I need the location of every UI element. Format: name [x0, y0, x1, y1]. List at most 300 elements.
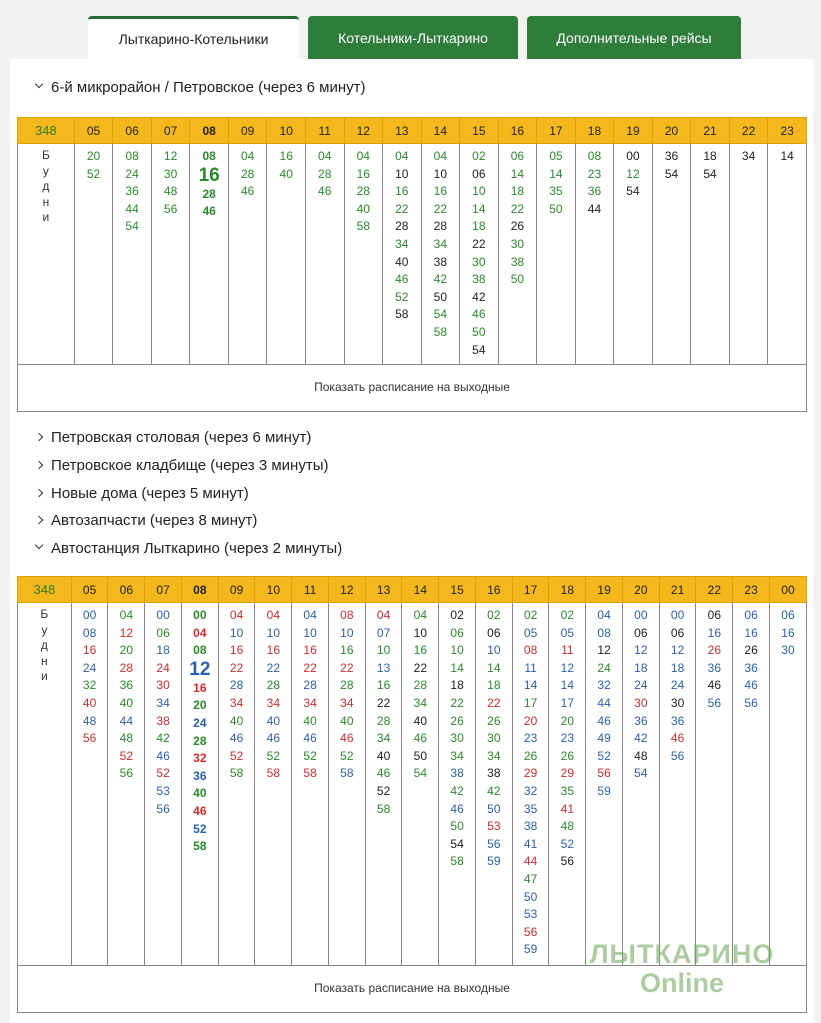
departure-minute: 38	[487, 766, 501, 781]
hour-header: 19	[586, 577, 623, 603]
departure-minute: 12	[597, 643, 611, 658]
chevron-right-icon	[36, 432, 48, 444]
departure-minute: 12	[626, 166, 640, 181]
show-weekend-link[interactable]: Показать расписание на выходные	[18, 365, 807, 412]
departure-minute: 22	[510, 201, 525, 216]
tab-extra-trips[interactable]: Дополнительные рейсы	[527, 16, 741, 60]
tab-kotelniki-lytkarino[interactable]: Котельники-Лыткарино	[308, 16, 518, 60]
departure-minute: 20	[523, 713, 538, 728]
departure-minute: 40	[395, 254, 409, 269]
departure-minute: 16	[744, 625, 758, 640]
hour-column	[292, 603, 329, 966]
hour-column	[475, 603, 512, 966]
hour-column	[151, 144, 190, 365]
departure-minute: 42	[472, 289, 486, 304]
route-number: 348	[18, 118, 75, 144]
departure-minute: 02	[472, 149, 486, 163]
departure-minute: 23	[587, 166, 602, 181]
departure-minute: 46	[413, 731, 427, 746]
departure-minute: 26	[523, 748, 538, 763]
departure-minute: 53	[487, 819, 501, 834]
departure-minute: 46	[193, 803, 207, 818]
departure-minute: 56	[670, 748, 685, 763]
departure-minute: 41	[560, 801, 574, 816]
departure-minute: 56	[597, 766, 611, 781]
chevron-right-icon	[36, 488, 48, 500]
departure-minute: 14	[560, 678, 574, 693]
departure-minute: 50	[433, 289, 447, 304]
departure-minute: 58	[376, 801, 391, 816]
departure-minute: 18	[510, 184, 525, 199]
departure-minute: 24	[156, 660, 170, 675]
stop-avtozapchasti[interactable]	[36, 512, 257, 529]
hour-column	[218, 603, 255, 966]
departure-minute: 24	[82, 660, 97, 675]
schedule-table-2	[17, 576, 807, 1013]
departure-minute: 34	[450, 748, 464, 763]
departure-minute: 38	[450, 766, 464, 781]
stop-label: Автостанция Лыткарино (через 2 минуты)	[51, 540, 343, 557]
departure-minute: 30	[163, 166, 178, 181]
route-number: 348	[18, 577, 72, 603]
departure-minute: 12	[163, 149, 178, 163]
departure-minute: 54	[413, 766, 427, 781]
departure-minute: 16	[340, 643, 354, 658]
departure-minute: 52	[560, 836, 574, 851]
stop-label: Петровская столовая (через 6 минут)	[51, 429, 312, 446]
departure-minute: 46	[202, 204, 216, 219]
hour-column	[659, 603, 696, 966]
departure-minute: 40	[413, 713, 427, 728]
departure-minute: 18	[450, 678, 464, 693]
departure-minute: 22	[450, 695, 464, 710]
hour-column	[460, 144, 499, 365]
departure-minute: 04	[193, 625, 207, 640]
hour-column	[181, 603, 218, 966]
departure-minute: 28	[229, 678, 244, 693]
departure-minute: 04	[433, 149, 447, 163]
departure-minute: 54	[664, 166, 679, 181]
departure-minute: 22	[395, 201, 409, 216]
departure-minute: 22	[303, 660, 317, 675]
departure-minute: 29	[523, 766, 538, 781]
departure-minute: 46	[229, 731, 244, 746]
departure-minute: 28	[240, 166, 255, 181]
departure-minute: 46	[670, 731, 685, 746]
departure-minute: 56	[707, 695, 721, 710]
departure-minute: 56	[744, 695, 758, 710]
departure-minute: 34	[340, 695, 354, 710]
departure-minute: 50	[472, 324, 486, 339]
hour-header: 09	[218, 577, 255, 603]
departure-minute: 56	[119, 766, 133, 781]
departure-minute: 22	[376, 695, 391, 710]
show-weekend-link[interactable]: Показать расписание на выходные	[18, 966, 807, 1013]
departure-minute: 04	[229, 608, 244, 622]
hour-column	[305, 144, 344, 365]
departure-minute: 24	[193, 715, 207, 730]
departure-minute: 56	[560, 854, 574, 869]
departure-minute: 04	[395, 149, 409, 163]
stop-6-mikrorayon[interactable]	[36, 79, 365, 96]
departure-minute: 46	[744, 678, 758, 693]
hour-column	[575, 144, 614, 365]
departure-minute: 05	[523, 625, 538, 640]
departure-minute: 40	[266, 713, 280, 728]
departure-minute: 16	[707, 625, 721, 640]
departure-minute: 22	[266, 660, 280, 675]
departure-minute: 56	[523, 924, 538, 939]
hour-header: 12	[344, 118, 383, 144]
hour-header: 06	[108, 577, 145, 603]
departure-minute: 59	[487, 854, 501, 869]
departure-minute: 52	[340, 748, 354, 763]
departure-minute: 10	[376, 643, 391, 658]
stop-petrovskaya-stolovaya[interactable]	[36, 429, 311, 446]
departure-minute: 56	[156, 801, 170, 816]
departure-minute: 38	[523, 819, 538, 834]
departure-minute: 04	[266, 608, 280, 622]
departure-minute: 35	[549, 184, 563, 199]
departure-minute: 34	[741, 149, 756, 163]
departure-minute: 54	[703, 166, 717, 181]
departure-minute: 54	[634, 766, 648, 781]
departure-minute: 16	[376, 678, 391, 693]
departure-minute: 05	[549, 149, 563, 163]
departure-minute: 04	[318, 149, 332, 163]
departure-minute: 28	[413, 678, 427, 693]
departure-minute: 54	[450, 836, 464, 851]
departure-minute: 42	[433, 272, 447, 287]
departure-minute: 12	[560, 660, 574, 675]
departure-minute: 36	[634, 713, 648, 728]
departure-minute: 00	[634, 608, 648, 622]
departure-minute: 30	[670, 695, 685, 710]
departure-minute: 34	[376, 731, 391, 746]
hour-header: 22	[729, 118, 768, 144]
departure-minute: 28	[202, 186, 216, 201]
hour-header: 13	[383, 118, 422, 144]
hour-header: 10	[267, 118, 306, 144]
departure-minute: 46	[597, 713, 611, 728]
stop-avtostanciya[interactable]	[36, 540, 342, 557]
departure-minute: 29	[560, 766, 574, 781]
hour-column	[622, 603, 659, 966]
departure-minute: 26	[560, 748, 574, 763]
departure-minute: 38	[433, 254, 447, 269]
departure-minute: 58	[303, 766, 317, 781]
departure-minute: 36	[744, 660, 758, 675]
departure-minute: 14	[510, 166, 525, 181]
departure-minute: 16	[193, 680, 207, 695]
hour-column	[113, 144, 152, 365]
departure-minute: 35	[560, 783, 574, 798]
departure-minute: 08	[82, 625, 97, 640]
departure-minute: 06	[634, 625, 648, 640]
departure-minute: 14	[549, 166, 563, 181]
hour-header: 15	[460, 118, 499, 144]
departure-minute: 34	[229, 695, 244, 710]
departure-minute: 32	[193, 751, 207, 766]
departure-minute: 58	[395, 307, 409, 322]
departure-minute: 16	[356, 166, 370, 181]
departure-minute: 16	[198, 164, 220, 186]
hour-column	[614, 144, 653, 365]
departure-minute: 22	[433, 201, 447, 216]
departure-minute: 36	[707, 660, 721, 675]
departure-minute: 14	[523, 678, 538, 693]
departure-minute: 59	[597, 783, 611, 798]
departure-minute: 36	[587, 184, 602, 199]
departure-minute: 28	[376, 713, 391, 728]
departure-minute: 34	[266, 695, 280, 710]
schedule-table-1	[17, 117, 807, 412]
departure-minute: 34	[433, 236, 447, 251]
departure-minute: 28	[395, 219, 409, 234]
departure-minute: 30	[487, 731, 501, 746]
departure-minute: 34	[487, 748, 501, 763]
departure-minute: 42	[450, 783, 464, 798]
departure-minute: 14	[450, 660, 464, 675]
departure-minute: 35	[523, 801, 538, 816]
departure-minute: 38	[156, 713, 170, 728]
departure-minute: 23	[560, 731, 574, 746]
departure-minute: 52	[86, 166, 101, 181]
departure-minute: 06	[781, 608, 795, 622]
departure-minute: 50	[487, 801, 501, 816]
departure-minute: 10	[395, 166, 409, 181]
hour-header: 22	[696, 577, 733, 603]
departure-minute: 13	[376, 660, 391, 675]
hour-column	[255, 603, 292, 966]
departure-minute: 00	[156, 608, 170, 622]
hour-column	[549, 603, 586, 966]
departure-minute: 14	[472, 201, 486, 216]
departure-minute: 40	[229, 713, 244, 728]
departure-minute: 46	[240, 184, 255, 199]
departure-minute: 32	[82, 678, 97, 693]
departure-minute: 04	[303, 608, 317, 622]
hour-header: 11	[305, 118, 344, 144]
hour-column	[328, 603, 365, 966]
departure-minute: 52	[597, 748, 611, 763]
watermark-line1: ЛЫТКАРИНО	[589, 939, 775, 969]
hour-header: 14	[421, 118, 460, 144]
departure-minute: 38	[510, 254, 525, 269]
departure-minute: 52	[229, 748, 244, 763]
chevron-down-icon	[36, 81, 48, 94]
departure-minute: 30	[510, 236, 525, 251]
departure-minute: 40	[193, 786, 207, 801]
departure-minute: 22	[472, 236, 486, 251]
stop-petrovskoe-kladbische[interactable]	[36, 457, 328, 474]
departure-minute: 14	[487, 660, 501, 675]
hour-header: 08	[190, 118, 229, 144]
departure-minute: 26	[707, 643, 721, 658]
departure-minute: 20	[86, 149, 101, 163]
hour-column	[228, 144, 267, 365]
departure-minute: 23	[523, 731, 538, 746]
departure-minute: 41	[523, 836, 538, 851]
hour-header: 17	[512, 577, 549, 603]
departure-minute: 28	[303, 678, 317, 693]
departure-minute: 58	[450, 854, 464, 869]
departure-minute: 18	[156, 643, 170, 658]
hour-column	[696, 603, 733, 966]
hour-column	[512, 603, 549, 966]
departure-minute: 58	[229, 766, 244, 781]
departure-minute: 17	[560, 695, 574, 710]
departure-minute: 40	[356, 201, 370, 216]
departure-minute: 46	[450, 801, 464, 816]
departure-minute: 47	[523, 871, 538, 886]
departure-minute: 10	[303, 625, 317, 640]
departure-minute: 36	[193, 768, 207, 783]
departure-minute: 06	[450, 625, 464, 640]
departure-minute: 26	[744, 643, 758, 658]
departure-minute: 10	[413, 625, 427, 640]
departure-minute: 16	[229, 643, 244, 658]
hour-header: 17	[537, 118, 576, 144]
hour-header: 18	[549, 577, 586, 603]
departure-minute: 18	[472, 219, 486, 234]
departure-minute: 52	[395, 289, 409, 304]
departure-minute: 30	[472, 254, 486, 269]
hour-header: 06	[113, 118, 152, 144]
stop-label: Автозапчасти (через 8 минут)	[51, 512, 258, 529]
hour-header: 13	[365, 577, 402, 603]
hour-column	[190, 144, 229, 365]
departure-minute: 54	[433, 307, 447, 322]
hour-header: 18	[575, 118, 614, 144]
departure-minute: 44	[125, 201, 139, 216]
departure-minute: 17	[523, 695, 538, 710]
departure-minute: 10	[487, 643, 501, 658]
departure-minute: 36	[125, 184, 139, 199]
departure-minute: 48	[82, 713, 97, 728]
departure-minute: 22	[340, 660, 354, 675]
stop-novye-doma[interactable]	[36, 485, 249, 502]
hour-header: 19	[614, 118, 653, 144]
hour-header: 15	[439, 577, 476, 603]
departure-minute: 08	[193, 643, 207, 658]
departure-minute: 46	[266, 731, 280, 746]
departure-minute: 11	[524, 660, 537, 675]
departure-minute: 06	[707, 608, 721, 622]
hour-header: 20	[622, 577, 659, 603]
tab-lytkarino-kotelniki[interactable]: Лыткарино-Котельники	[88, 16, 299, 60]
departure-minute: 06	[670, 625, 685, 640]
hour-header: 11	[292, 577, 329, 603]
hour-header: 21	[691, 118, 730, 144]
departure-minute: 40	[303, 713, 317, 728]
departure-minute: 52	[303, 748, 317, 763]
departure-minute: 06	[156, 625, 170, 640]
departure-minute: 48	[560, 819, 574, 834]
hour-column	[729, 144, 768, 365]
hour-column	[402, 603, 439, 966]
departure-minute: 32	[523, 783, 538, 798]
departure-minute: 50	[450, 819, 464, 834]
departure-minute: 24	[670, 678, 685, 693]
departure-minute: 49	[597, 731, 611, 746]
hour-header: 16	[498, 118, 537, 144]
departure-minute: 46	[376, 766, 391, 781]
departure-minute: 52	[156, 766, 170, 781]
departure-minute: 24	[634, 678, 648, 693]
stop-label: Новые дома (через 5 минут)	[51, 485, 249, 502]
watermark-line2: Online	[639, 968, 724, 998]
weekday-label: Б у д н и	[18, 603, 72, 966]
hour-column	[145, 603, 182, 966]
hour-column	[421, 144, 460, 365]
departure-minute: 16	[266, 643, 280, 658]
weekday-label: Б у д н и	[18, 144, 75, 365]
departure-minute: 04	[240, 149, 255, 163]
departure-minute: 36	[664, 149, 679, 163]
departure-minute: 04	[356, 149, 370, 163]
departure-minute: 46	[156, 748, 170, 763]
departure-minute: 56	[487, 836, 501, 851]
departure-minute: 06	[510, 149, 525, 163]
hour-column	[768, 144, 807, 365]
departure-minute: 40	[82, 695, 97, 710]
hour-column	[439, 603, 476, 966]
hour-column	[74, 144, 113, 365]
hour-column	[691, 144, 730, 365]
departure-minute: 40	[340, 713, 354, 728]
departure-minute: 04	[119, 608, 133, 622]
departure-minute: 58	[433, 324, 447, 339]
departure-minute: 02	[450, 608, 464, 622]
hour-header: 23	[733, 577, 770, 603]
departure-minute: 50	[510, 272, 525, 287]
hour-header: 16	[475, 577, 512, 603]
departure-minute: 16	[303, 643, 317, 658]
departure-minute: 08	[597, 625, 611, 640]
hour-column	[652, 144, 691, 365]
departure-minute: 02	[523, 608, 538, 622]
departure-minute: 04	[597, 608, 611, 622]
departure-minute: 20	[560, 713, 574, 728]
chevron-down-icon	[36, 542, 48, 555]
stop-label: Петровское кладбище (через 3 минуты)	[51, 457, 329, 474]
departure-minute: 46	[472, 307, 486, 322]
departure-minute: 00	[82, 608, 97, 622]
departure-minute: 18	[703, 149, 717, 163]
hour-header: 09	[228, 118, 267, 144]
hour-column	[344, 144, 383, 365]
departure-minute: 36	[119, 678, 133, 693]
departure-minute: 44	[597, 695, 611, 710]
departure-minute: 24	[597, 660, 611, 675]
hour-column	[71, 603, 108, 966]
departure-minute: 40	[376, 748, 391, 763]
departure-minute: 10	[433, 166, 447, 181]
departure-minute: 30	[781, 643, 795, 658]
departure-minute: 00	[193, 608, 207, 622]
departure-minute: 38	[472, 272, 486, 287]
departure-minute: 48	[634, 748, 648, 763]
departure-minute: 34	[395, 236, 409, 251]
hour-column	[498, 144, 537, 365]
departure-minute: 10	[472, 184, 486, 199]
departure-minute: 30	[634, 695, 648, 710]
hour-header: 20	[652, 118, 691, 144]
departure-minute: 12	[189, 658, 211, 680]
route-tabs	[88, 16, 741, 60]
departure-minute: 16	[413, 643, 427, 658]
